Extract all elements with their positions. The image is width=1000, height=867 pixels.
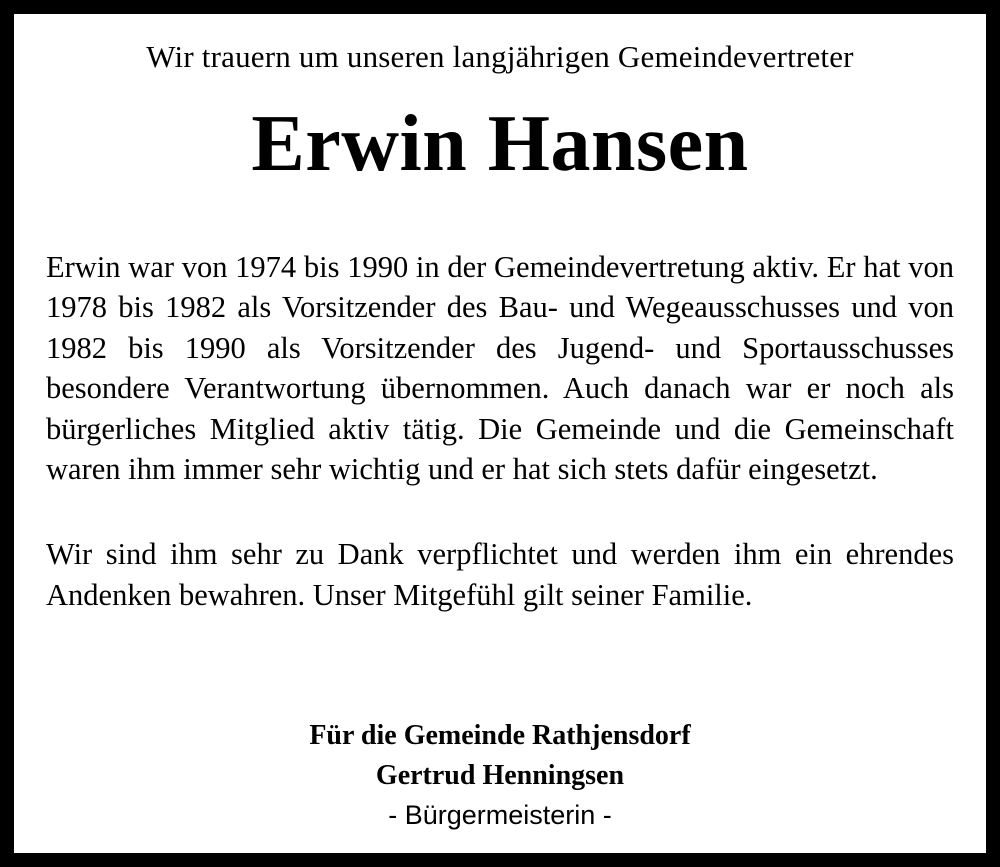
deceased-name: Erwin Hansen [251, 100, 749, 189]
tribute-paragraph-2: Wir sind ihm sehr zu Dank verpflichtet und werden ihm ein ehrendes Andenken bewahren. Unser Mitgefühl gilt seiner Familie. [46, 537, 954, 613]
signature-organization: Für die Gemeinde Rathjensdorf [309, 720, 691, 752]
signature-person: Gertrud Henningsen [375, 760, 625, 792]
signature-block [46, 698, 954, 835]
lead-line: Wir trauern um unseren langjährigen Gemeindevertreter [146, 39, 854, 74]
signature-title: - Bürgermeisterin - [388, 799, 612, 830]
tribute-paragraph-1: Erwin war von 1974 bis 1990 in der Gemeindevertretung aktiv. Er hat von 1978 bis 1982 als Vorsitzender des Bau- und Wegeausschusses und von 1982 bis 1990 als Vorsitzender des Jugend- und Sportausschusses besondere Verantwortung übernommen. Auch danach war er noch als bürgerliches Mitglied aktiv tätig. Die Gemeinde und die Gemeinschaft waren ihm immer sehr wichtig und er hat sich stets dafür eingesetzt. [46, 249, 954, 487]
